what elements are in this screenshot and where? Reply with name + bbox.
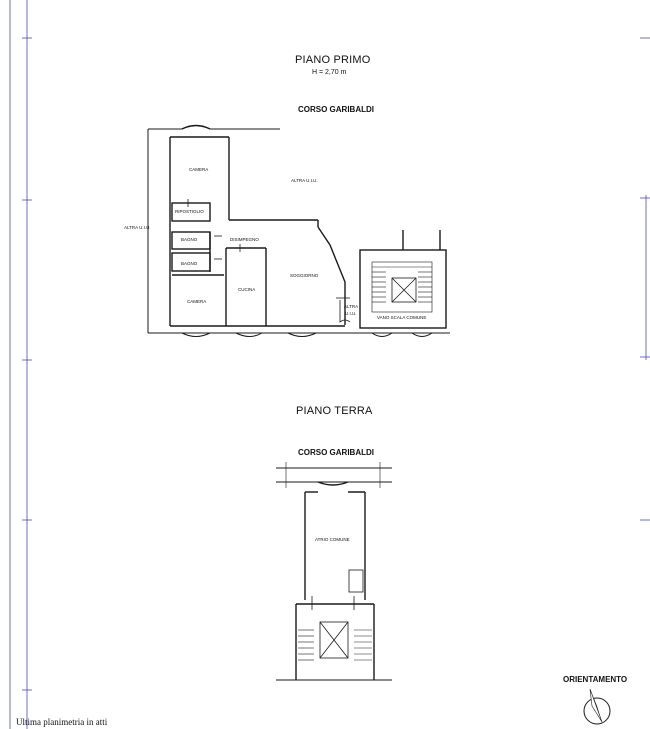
elevator-icon bbox=[392, 278, 416, 302]
room-ripostiglio: RIPOSTIGLIO bbox=[175, 209, 204, 214]
first-floor-street: CORSO GARIBALDI bbox=[298, 105, 374, 114]
room-soggiorno: SOGGIORNO bbox=[290, 273, 319, 278]
stair-icon bbox=[372, 262, 432, 312]
room-uiu: U.I.U. bbox=[345, 311, 357, 316]
compass-icon bbox=[584, 689, 610, 724]
room-atrio: ATRIO COMUNE bbox=[315, 537, 350, 542]
room-disimpegno: DISIMPEGNO bbox=[230, 237, 259, 242]
room-altra-uiu-left: ALTRA U.I.U. bbox=[124, 225, 151, 230]
room-cucina: CUCINA bbox=[238, 287, 256, 292]
elevator-icon bbox=[320, 622, 348, 658]
room-bagno-1: BAGNO bbox=[181, 237, 198, 242]
first-floor-title: PIANO PRIMO bbox=[295, 54, 371, 66]
ground-floor-street: CORSO GARIBALDI bbox=[298, 448, 374, 457]
orientation-label: ORIENTAMENTO bbox=[563, 675, 628, 684]
room-bagno-2: BAGNO bbox=[181, 261, 198, 266]
room-altra: ALTRA bbox=[344, 304, 359, 309]
first-floor-plan bbox=[148, 126, 450, 337]
ground-floor-title: PIANO TERRA bbox=[296, 405, 373, 417]
first-floor-height: H = 2,70 m bbox=[312, 69, 347, 76]
room-camera-bottom: CAMERA bbox=[187, 299, 207, 304]
footer-note: Ultima planimetria in atti bbox=[16, 717, 108, 727]
stair-icon bbox=[298, 630, 372, 660]
ground-floor-plan bbox=[276, 462, 392, 680]
room-vano-scala: VANO SCALA COMUNE bbox=[377, 315, 427, 320]
room-altra-uiu-top: ALTRA U.I.U. bbox=[291, 178, 318, 183]
room-camera-top: CAMERA bbox=[189, 167, 209, 172]
